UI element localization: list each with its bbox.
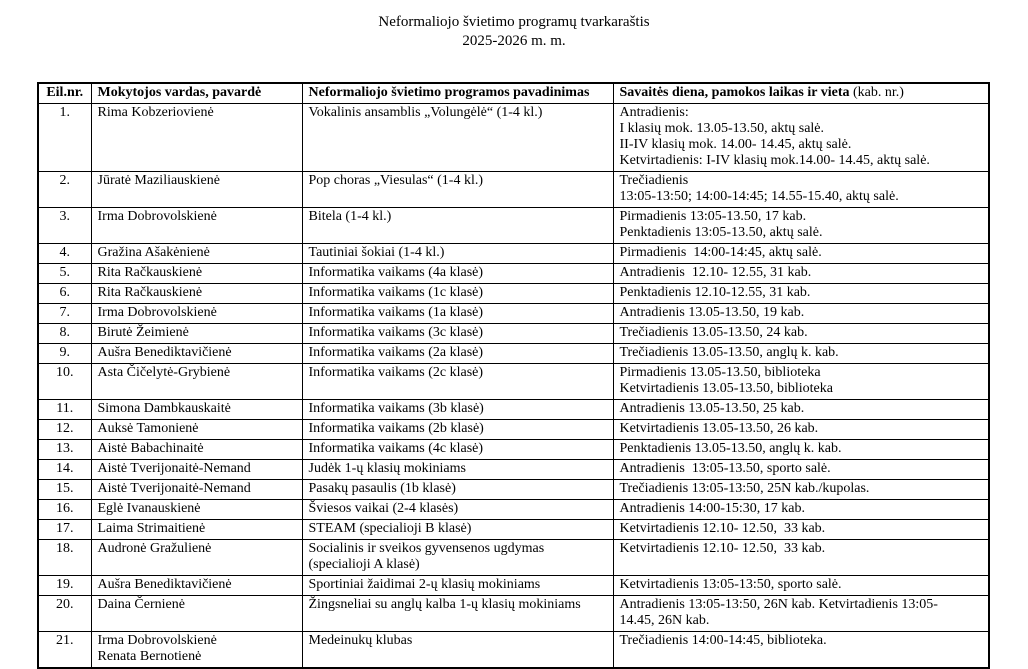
row-number-cell: 16. <box>38 500 91 520</box>
program-name-cell: Pop choras „Viesulas“ (1-4 kl.) <box>302 172 613 208</box>
teacher-name-cell: Irma Dobrovolskienė Renata Bernotienė <box>91 632 302 669</box>
teacher-name-cell: Asta Čičelytė-Grybienė <box>91 364 302 400</box>
row-number-cell: 4. <box>38 244 91 264</box>
teacher-name-cell: Irma Dobrovolskienė <box>91 208 302 244</box>
table-row <box>38 364 989 400</box>
program-name-cell: Tautiniai šokiai (1-4 kl.) <box>302 244 613 264</box>
schedule-info-cell: Penktadienis 12.10-12.55, 31 kab. <box>613 284 989 304</box>
row-number-cell: 21. <box>38 632 91 669</box>
schedule-info-cell: Ketvirtadienis 13.05-13.50, 26 kab. <box>613 420 989 440</box>
schedule-info-cell: Trečiadienis 13.05-13.50, 24 kab. <box>613 324 989 344</box>
program-name-cell: Žingsneliai su anglų kalba 1-ų klasių mokiniams <box>302 596 613 632</box>
row-number-cell: 13. <box>38 440 91 460</box>
schedule-info-cell: Antradienis 14:00-15:30, 17 kab. <box>613 500 989 520</box>
row-number-cell: 5. <box>38 264 91 284</box>
row-number-cell: 14. <box>38 460 91 480</box>
row-number-cell: 9. <box>38 344 91 364</box>
header-schedule-info <box>613 83 989 104</box>
teacher-name-cell: Rita Račkauskienė <box>91 284 302 304</box>
program-name-cell: Bitela (1-4 kl.) <box>302 208 613 244</box>
table-row <box>38 632 989 669</box>
row-number-cell: 19. <box>38 576 91 596</box>
teacher-name-cell: Aistė Babachinaitė <box>91 440 302 460</box>
schedule-info-cell: Ketvirtadienis 12.10- 12.50, 33 kab. <box>613 540 989 576</box>
table-row <box>38 520 989 540</box>
table-row <box>38 208 989 244</box>
program-name-cell: Sportiniai žaidimai 2-ų klasių mokiniams <box>302 576 613 596</box>
program-name-cell: Pasakų pasaulis (1b klasė) <box>302 480 613 500</box>
schedule-table <box>37 82 990 669</box>
program-name-cell: Informatika vaikams (2b klasė) <box>302 420 613 440</box>
table-row <box>38 304 989 324</box>
program-name-cell: Informatika vaikams (1c klasė) <box>302 284 613 304</box>
teacher-name-cell: Daina Černienė <box>91 596 302 632</box>
table-row <box>38 576 989 596</box>
teacher-name-cell: Rita Račkauskienė <box>91 264 302 284</box>
table-row <box>38 344 989 364</box>
teacher-name-cell: Eglė Ivanauskienė <box>91 500 302 520</box>
row-number-cell: 11. <box>38 400 91 420</box>
schedule-info-cell: Trečiadienis 14:00-14:45, biblioteka. <box>613 632 989 669</box>
program-name-cell: Informatika vaikams (4a klasė) <box>302 264 613 284</box>
teacher-name-cell: Aistė Tverijonaitė-Nemand <box>91 460 302 480</box>
table-row <box>38 540 989 576</box>
teacher-name-cell: Jūratė Maziliauskienė <box>91 172 302 208</box>
program-name-cell: Medeinukų klubas <box>302 632 613 669</box>
schedule-info-cell: Trečiadienis 13.05-13.50, anglų k. kab. <box>613 344 989 364</box>
header-row-number: Eil.nr. <box>38 83 91 104</box>
program-name-cell: Informatika vaikams (3c klasė) <box>302 324 613 344</box>
header-program-name: Neformaliojo švietimo programos pavadinimas <box>302 83 613 104</box>
table-row <box>38 324 989 344</box>
row-number-cell: 12. <box>38 420 91 440</box>
table-row <box>38 460 989 480</box>
schedule-info-cell: Trečiadienis 13:05-13:50; 14:00-14:45; 14.55-15.40, aktų salė. <box>613 172 989 208</box>
teacher-name-cell: Auksė Tamonienė <box>91 420 302 440</box>
row-number-cell: 8. <box>38 324 91 344</box>
header-schedule-bold: Savaitės diena, pamokos laikas ir vieta <box>619 85 850 100</box>
program-name-cell: Socialinis ir sveikos gyvensenos ugdymas (specialioji A klasė) <box>302 540 613 576</box>
program-name-cell: Judėk 1-ų klasių mokiniams <box>302 460 613 480</box>
schedule-info-cell: Antradienis 13:05-13.50, sporto salė. <box>613 460 989 480</box>
table-row <box>38 104 989 172</box>
teacher-name-cell: Gražina Ašakėnienė <box>91 244 302 264</box>
table-row <box>38 500 989 520</box>
teacher-name-cell: Birutė Žeimienė <box>91 324 302 344</box>
document-page <box>0 13 1028 667</box>
table-row <box>38 284 989 304</box>
teacher-name-cell: Aistė Tverijonaitė-Nemand <box>91 480 302 500</box>
teacher-name-cell: Rima Kobzeriovienė <box>91 104 302 172</box>
table-row <box>38 264 989 284</box>
document-title-line1: Neformaliojo švietimo programų tvarkaraštis <box>378 14 650 30</box>
program-name-cell: Šviesos vaikai (2-4 klasės) <box>302 500 613 520</box>
row-number-cell: 17. <box>38 520 91 540</box>
teacher-name-cell: Audronė Gražulienė <box>91 540 302 576</box>
row-number-cell: 1. <box>38 104 91 172</box>
schedule-info-cell: Trečiadienis 13:05-13:50, 25N kab./kupolas. <box>613 480 989 500</box>
table-header-row <box>38 83 989 104</box>
teacher-name-cell: Simona Dambkauskaitė <box>91 400 302 420</box>
schedule-info-cell: Antradienis 13.05-13.50, 25 kab. <box>613 400 989 420</box>
program-name-cell: Informatika vaikams (3b klasė) <box>302 400 613 420</box>
header-schedule-normal: (kab. nr.) <box>849 85 904 100</box>
schedule-info-cell: Pirmadienis 13.05-13.50, biblioteka Ketvirtadienis 13.05-13.50, biblioteka <box>613 364 989 400</box>
teacher-name-cell: Irma Dobrovolskienė <box>91 304 302 324</box>
program-name-cell: STEAM (specialioji B klasė) <box>302 520 613 540</box>
table-row <box>38 596 989 632</box>
row-number-cell: 2. <box>38 172 91 208</box>
row-number-cell: 3. <box>38 208 91 244</box>
teacher-name-cell: Laima Strimaitienė <box>91 520 302 540</box>
schedule-info-cell: Ketvirtadienis 12.10- 12.50, 33 kab. <box>613 520 989 540</box>
schedule-info-cell: Antradienis 13:05-13:50, 26N kab. Ketvirtadienis 13:05- 14.45, 26N kab. <box>613 596 989 632</box>
row-number-cell: 18. <box>38 540 91 576</box>
row-number-cell: 7. <box>38 304 91 324</box>
schedule-info-cell: Penktadienis 13.05-13.50, anglų k. kab. <box>613 440 989 460</box>
program-name-cell: Informatika vaikams (1a klasė) <box>302 304 613 324</box>
schedule-table-body <box>38 104 989 669</box>
table-row <box>38 172 989 208</box>
teacher-name-cell: Aušra Benediktavičienė <box>91 344 302 364</box>
program-name-cell: Informatika vaikams (2c klasė) <box>302 364 613 400</box>
row-number-cell: 20. <box>38 596 91 632</box>
program-name-cell: Informatika vaikams (2a klasė) <box>302 344 613 364</box>
table-row <box>38 244 989 264</box>
document-title-line2: 2025-2026 m. m. <box>462 33 566 49</box>
schedule-info-cell: Antradienis: I klasių mok. 13.05-13.50, aktų salė. II-IV klasių mok. 14.00- 14.45, aktų salė. Ketvirtadienis: I-IV klasių mok.14.00- 14.45, aktų salė. <box>613 104 989 172</box>
schedule-info-cell: Pirmadienis 14:00-14:45, aktų salė. <box>613 244 989 264</box>
row-number-cell: 10. <box>38 364 91 400</box>
program-name-cell: Informatika vaikams (4c klasė) <box>302 440 613 460</box>
document-title <box>0 13 1028 51</box>
program-name-cell: Vokalinis ansamblis „Volungėlė“ (1-4 kl.) <box>302 104 613 172</box>
schedule-info-cell: Pirmadienis 13:05-13.50, 17 kab. Penktadienis 13:05-13.50, aktų salė. <box>613 208 989 244</box>
table-row <box>38 440 989 460</box>
table-row <box>38 400 989 420</box>
header-teacher-name: Mokytojos vardas, pavardė <box>91 83 302 104</box>
row-number-cell: 15. <box>38 480 91 500</box>
row-number-cell: 6. <box>38 284 91 304</box>
table-row <box>38 480 989 500</box>
schedule-info-cell: Ketvirtadienis 13:05-13:50, sporto salė. <box>613 576 989 596</box>
schedule-info-cell: Antradienis 12.10- 12.55, 31 kab. <box>613 264 989 284</box>
table-row <box>38 420 989 440</box>
schedule-info-cell: Antradienis 13.05-13.50, 19 kab. <box>613 304 989 324</box>
teacher-name-cell: Aušra Benediktavičienė <box>91 576 302 596</box>
